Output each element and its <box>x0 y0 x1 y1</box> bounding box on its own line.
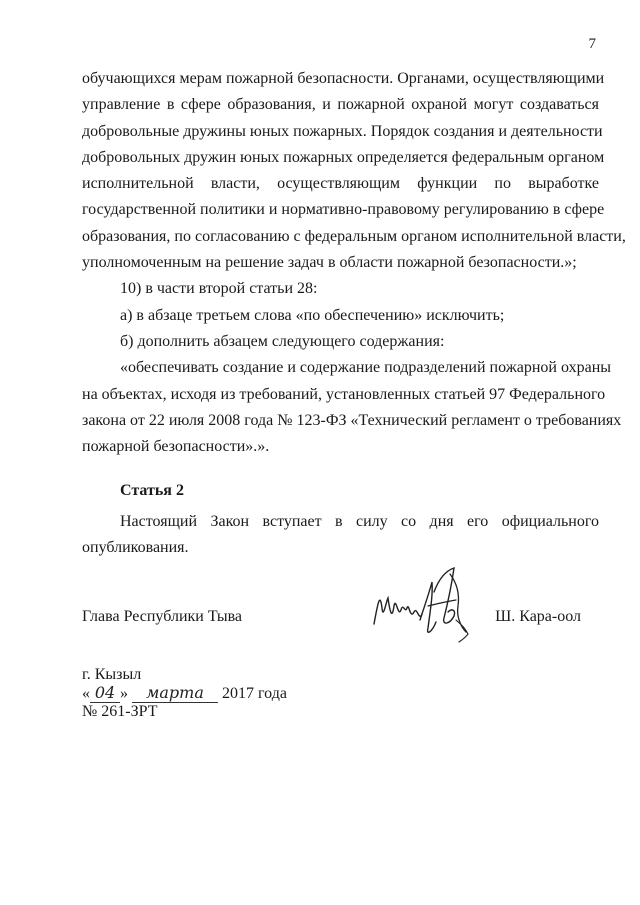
item-b: б) дополнить абзацем следующего содержания: <box>120 332 445 350</box>
paragraph-line: образования, по согласованию с федеральным органом исполнительной власти, <box>82 227 626 245</box>
article-2-body <box>82 509 599 562</box>
page-number: 7 <box>588 36 596 52</box>
item-10: 10) в части второй статьи 28: <box>120 280 318 298</box>
signatory-position: Глава Республики Тыва <box>82 608 243 625</box>
city: г. Кызыл <box>82 666 142 683</box>
paragraph-line: уполномоченным на решение задач в области пожарной безопасности.»; <box>82 254 577 272</box>
item-a: а) в абзаце третьем слова «по обеспечению» исключить; <box>120 306 505 324</box>
article-2-line: Настоящий Закон вступает в силу со дня его официального <box>120 513 599 530</box>
signing-date <box>82 684 287 703</box>
quote-line: на объектах, исходя из требований, установленных статьей 97 Федерального <box>82 385 606 403</box>
article-2-line: опубликования. <box>82 539 189 557</box>
paragraph-line: управление в сфере образования, и пожарной охраной могут создаваться <box>82 96 599 114</box>
signatory-name: Ш. Кара-оол <box>495 608 581 625</box>
document-footer <box>82 666 287 721</box>
paragraph-line: добровольных дружин юных пожарных определяется федеральным органом <box>82 148 605 166</box>
quote-line: пожарной безопасности».». <box>82 438 270 456</box>
signature-row <box>82 608 599 638</box>
quote-line: «обеспечивать создание и содержание подразделений пожарной охраны <box>120 359 612 377</box>
handwritten-signature <box>370 562 475 647</box>
date-month-handwritten: марта <box>132 684 218 703</box>
article-2-title: Статья 2 <box>120 482 184 499</box>
date-close-quote: » <box>120 685 128 702</box>
paragraph-line: добровольные дружины юных пожарных. Порядок создания и деятельности <box>82 122 603 140</box>
law-number: № 261-ЗРТ <box>82 703 158 720</box>
date-open-quote: « <box>82 685 90 702</box>
paragraph-line: обучающихся мерам пожарной безопасности. Органами, осуществляющими <box>82 70 605 87</box>
date-day-handwritten: 04 <box>90 684 120 703</box>
amendment-text <box>82 66 626 460</box>
paragraph-line: государственной политики и нормативно-правовому регулированию в сфере <box>82 201 605 219</box>
paragraph-line: исполнительной власти, осуществляющим функции по выработке <box>82 175 599 193</box>
quote-line: закона от 22 июля 2008 года № 123-ФЗ «Технический регламент о требованиях <box>82 411 622 429</box>
date-year: 2017 года <box>222 685 287 702</box>
